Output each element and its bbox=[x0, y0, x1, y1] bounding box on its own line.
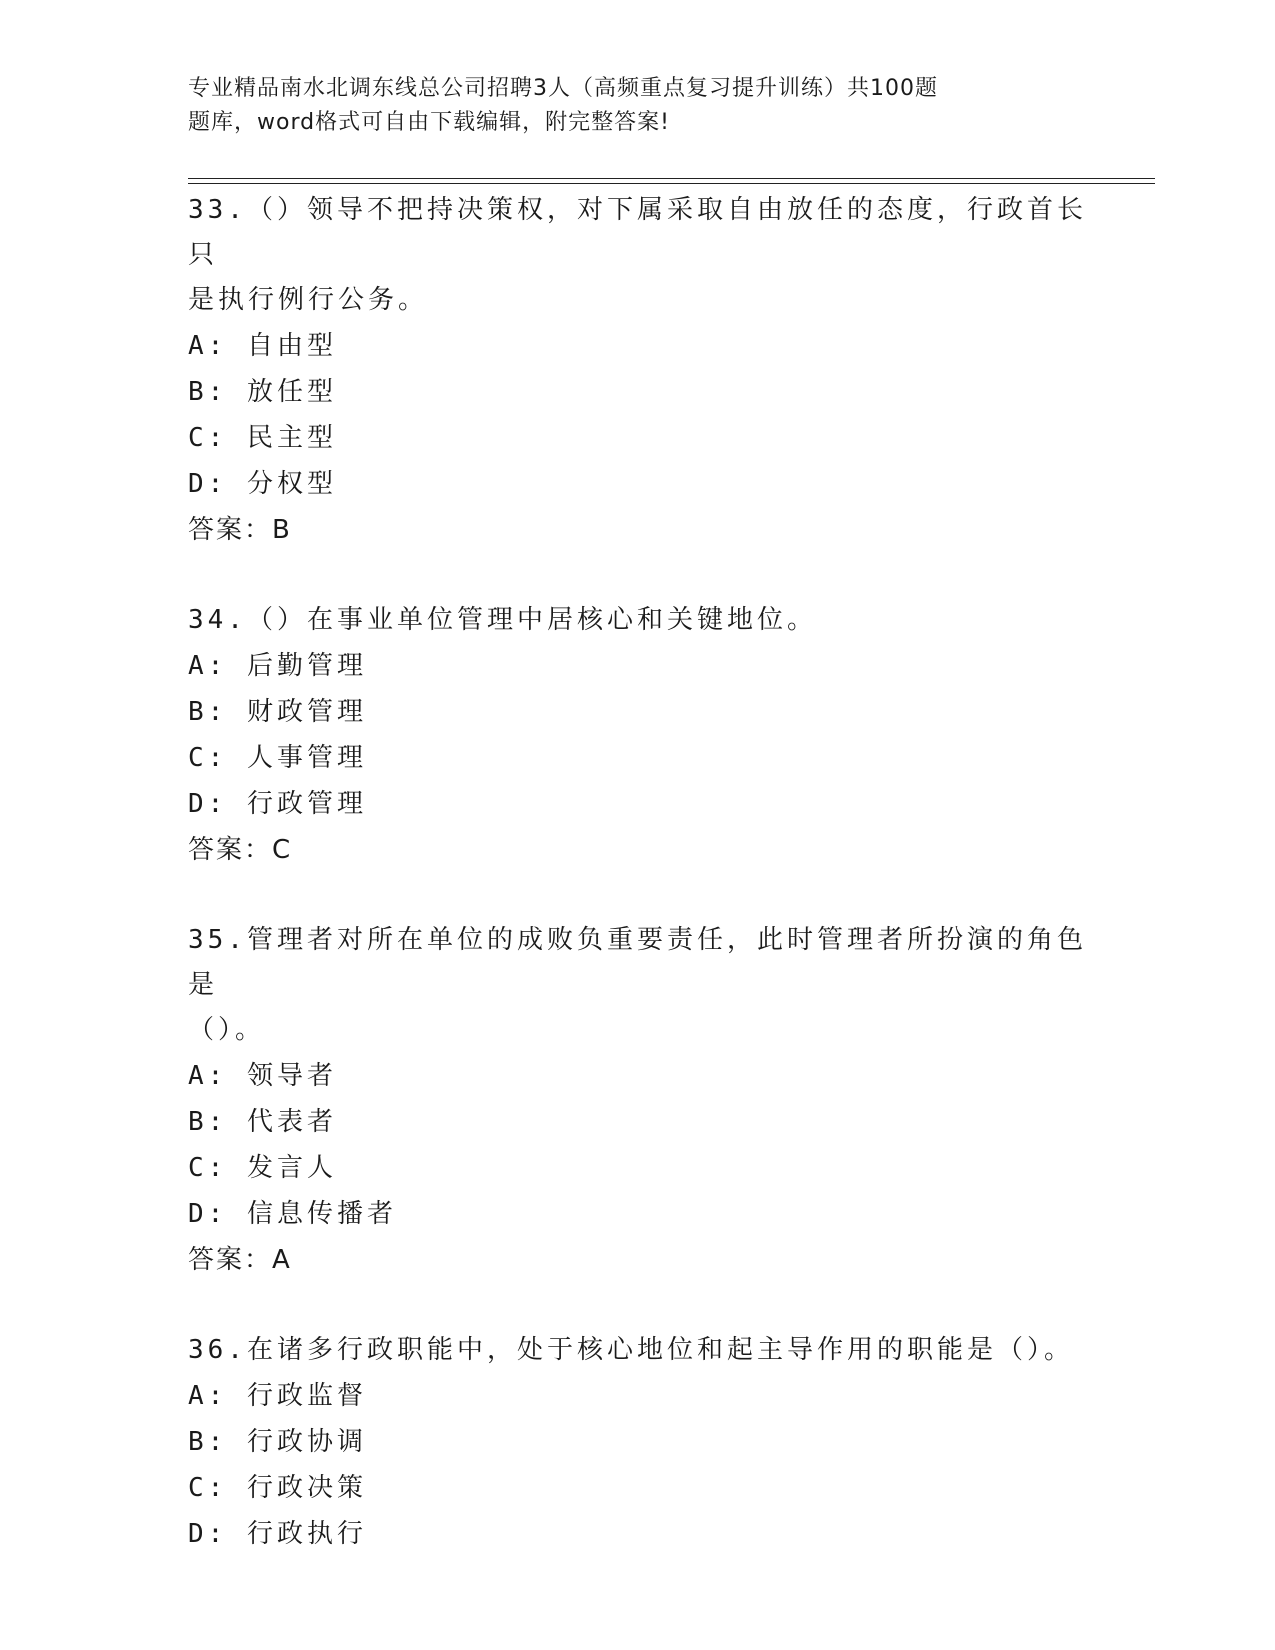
header-title-line-1: 专业精品南水北调东线总公司招聘3人（高频重点复习提升训练）共100题 bbox=[188, 76, 938, 101]
option-b: B: 行政协调 bbox=[188, 1427, 367, 1457]
document-header bbox=[188, 72, 1028, 140]
option-a: A: 自由型 bbox=[188, 331, 337, 361]
option-d: D: 行政执行 bbox=[188, 1519, 367, 1549]
option-d: D: 信息传播者 bbox=[188, 1199, 397, 1229]
option-b: B: 放任型 bbox=[188, 377, 337, 407]
question-text: （）。 bbox=[188, 1015, 266, 1045]
question-36 bbox=[188, 1328, 1088, 1557]
option-c: C: 民主型 bbox=[188, 423, 337, 453]
option-c: C: 人事管理 bbox=[188, 743, 367, 773]
option-d: D: 分权型 bbox=[188, 469, 337, 499]
question-text: 34.（）在事业单位管理中居核心和关键地位。 bbox=[188, 605, 817, 635]
option-b: B: 财政管理 bbox=[188, 697, 367, 727]
option-a: A: 后勤管理 bbox=[188, 651, 367, 681]
header-title-line-2: 题库，word格式可自由下载编辑，附完整答案! bbox=[188, 110, 670, 135]
question-34 bbox=[188, 598, 1088, 873]
question-text: 36.在诸多行政职能中，处于核心地位和起主导作用的职能是（）。 bbox=[188, 1335, 1074, 1365]
option-c: C: 发言人 bbox=[188, 1153, 337, 1183]
question-33 bbox=[188, 188, 1088, 553]
question-spacer bbox=[188, 553, 1088, 598]
option-a: A: 领导者 bbox=[188, 1061, 337, 1091]
header-divider-top bbox=[188, 178, 1155, 179]
option-c: C: 行政决策 bbox=[188, 1473, 367, 1503]
question-spacer bbox=[188, 873, 1088, 918]
question-spacer bbox=[188, 1283, 1088, 1328]
answer-label: 答案：B bbox=[188, 515, 292, 545]
question-text: 35.管理者对所在单位的成败负重要责任，此时管理者所扮演的角色是 bbox=[188, 925, 1087, 1000]
option-a: A: 行政监督 bbox=[188, 1381, 367, 1411]
answer-label: 答案：C bbox=[188, 835, 293, 865]
question-text: 33.（）领导不把持决策权，对下属采取自由放任的态度，行政首长只 bbox=[188, 195, 1087, 270]
header-divider-bottom bbox=[188, 183, 1155, 184]
option-b: B: 代表者 bbox=[188, 1107, 337, 1137]
option-d: D: 行政管理 bbox=[188, 789, 367, 819]
question-text: 是执行例行公务。 bbox=[188, 285, 429, 315]
answer-label: 答案：A bbox=[188, 1245, 292, 1275]
question-list bbox=[188, 188, 1088, 1557]
question-35 bbox=[188, 918, 1088, 1283]
